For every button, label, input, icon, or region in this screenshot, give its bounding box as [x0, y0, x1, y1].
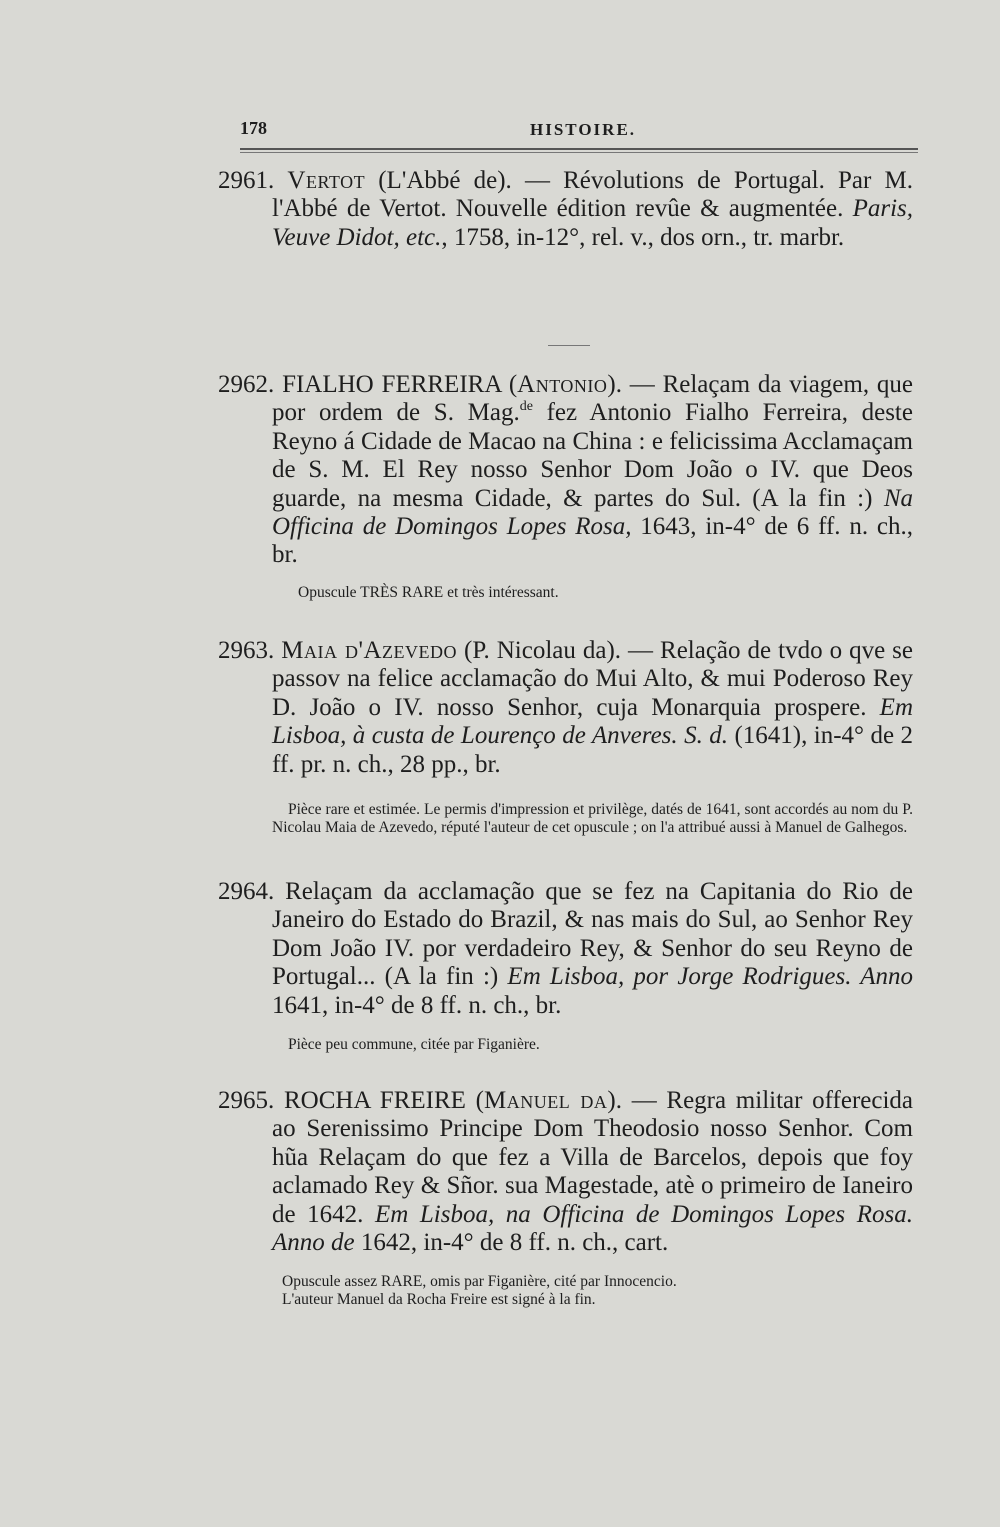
entry-body: — Relaçam da viagem, que por ordem de S. Mag.: [272, 371, 913, 427]
page-header: [240, 116, 918, 150]
entry-note-2: L'auteur Manuel da Rocha Freire est signé à la fin.: [282, 1291, 596, 1309]
entry-body: — Regra militar offerecida ao Serenissimo Principe Dom Theodosio nosso Senhor. Com hũa Relaçam do que fez a Villa de Barcelos, depois que foy aclamado Rey & Sñor. sua Magestade, atè o primeiro de Ianeiro de 1642.: [272, 1087, 914, 1228]
entry-superscript: de: [519, 399, 533, 415]
entry-2961: [218, 167, 913, 252]
section-separator: [548, 345, 590, 346]
entry-collation: (1641), in-4° de 2 ff. pr. n. ch., 28 pp., br.: [272, 722, 913, 778]
entry-collation: 1641, in-4° de 8 ff. n. ch., br.: [272, 991, 562, 1019]
entry-number: 2965.: [218, 1087, 275, 1114]
entry-imprint: Paris, Veuve Didot, etc.: [272, 195, 913, 251]
entry-2962: [218, 371, 913, 602]
entry-number: 2963.: [218, 637, 275, 664]
entry-author-given: Antonio: [517, 371, 608, 398]
entry-2963: [218, 637, 913, 837]
entry-note: Opuscule TRÈS RARE et très intéressant.: [298, 583, 559, 601]
entry-note: Opuscule assez RARE, omis par Figanière, cité par Innocencio.: [282, 1273, 677, 1291]
entry-text: 2965. ROCHA FREIRE (Manuel da). — Regra militar offerecida ao Serenissimo Principe Dom Theodosio nosso Senhor. Com hũa Relaçam do que fez a Villa de Barcelos, depois que foy aclamado Rey & Sñor. sua Magestade, atè o primeiro de Ianeiro de 1642. Em Lisboa, na Officina de Domingos Lopes Rosa. Anno de 1642, in-4° de 8 ff. n. ch., cart.: [218, 1087, 914, 1257]
page-number: 178: [240, 118, 267, 138]
entry-note: Pièce rare et estimée. Le permis d'impression et privilège, datés de 1641, sont accordés au nom du P. Nicolau Maia de Azevedo, réputé l'auteur de cet opuscule ; on l'a attribué aussi à Manuel de Galhegos.: [272, 801, 913, 837]
entry-number: 2962.: [218, 371, 275, 398]
entry-body: Relaçam da acclamação que se fez na Capitania do Rio de Janeiro do Estado do Brazil, & nas mais do Sul, ao Senhor Rey Dom João IV. por verdadeiro Rey, & Senhor do seu Reyno de Portugal... (A la fin :): [272, 878, 913, 991]
entry-body-cont: fez Antonio Fialho Ferreira, deste Reyno á Cidade de Macao na China : e felicissima Acclamaçam de S. M. El Rey nosso Senhor Dom João o IV. que Deos guarde, na mesma Cidade, & partes do Sul. (A la fin :): [272, 399, 913, 512]
entry-author: ROCHA FREIRE: [283, 1087, 466, 1114]
entry-number: 2964.: [218, 878, 275, 905]
entry-imprint: Em Lisboa, por Jorge Rodrigues. Anno: [507, 963, 913, 991]
entry-collation: 1642, in-4° de 8 ff. n. ch., cart.: [354, 1229, 669, 1257]
entry-body: (P. Nicolau da). — Relação de tvdo o qve se passov na felice acclamação do Mui Alto, & mui Poderoso Rey D. João o IV. nosso Senhor, cuja Monarquia prospere.: [272, 637, 913, 721]
entry-collation: 1643, in-4° de 6 ff. n. ch., br.: [272, 513, 913, 569]
entry-author: Vertot: [287, 167, 366, 194]
entry-collation: , 1758, in-12°, rel. v., dos orn., tr. marbr.: [441, 223, 845, 251]
entry-imprint: Em Lisboa, na Officina de Domingos Lopes Rosa. Anno de: [272, 1200, 913, 1257]
entry-2964: [218, 878, 913, 1054]
running-title: HISTOIRE.: [530, 120, 637, 139]
entry-body: (L'Abbé de). — Révolutions de Portugal. Par M. l'Abbé de Vertot. Nouvelle édition revûe & augmentée.: [272, 167, 913, 223]
entry-text: [218, 637, 913, 779]
entry-number: 2961.: [218, 167, 275, 194]
entry-text: [218, 878, 913, 1020]
entry-text: 2962. FIALHO FERREIRA (Antonio). — Relaçam da viagem, que por ordem de S. Mag.$^{de}$ fez Antonio Fialho Ferreira, deste Reyno á Cidade de Macao na China : e felicissima Acclamaçam de S. M. El Rey nosso Senhor Dom João o IV. que Deos guarde, na mesma Cidade, & partes do Sul. (A la fin :) Na Officina de Domingos Lopes Rosa, 1643, in-4° de 6 ff. n. ch., br.: [218, 371, 913, 569]
entry-note: Pièce peu commune, citée par Figanière.: [288, 1036, 540, 1054]
entry-author: Maia d'Azevedo: [281, 637, 458, 664]
entry-text: [218, 167, 913, 252]
entry-author: FIALHO FERREIRA: [282, 371, 502, 398]
entry-author-given: Manuel da: [483, 1087, 608, 1114]
entry-imprint: Na Officina de Domingos Lopes Rosa,: [272, 484, 913, 541]
entry-2965: [218, 1087, 913, 1309]
entry-imprint: Em Lisboa, à custa de Lourenço de Anveres. S. d.: [272, 693, 913, 750]
